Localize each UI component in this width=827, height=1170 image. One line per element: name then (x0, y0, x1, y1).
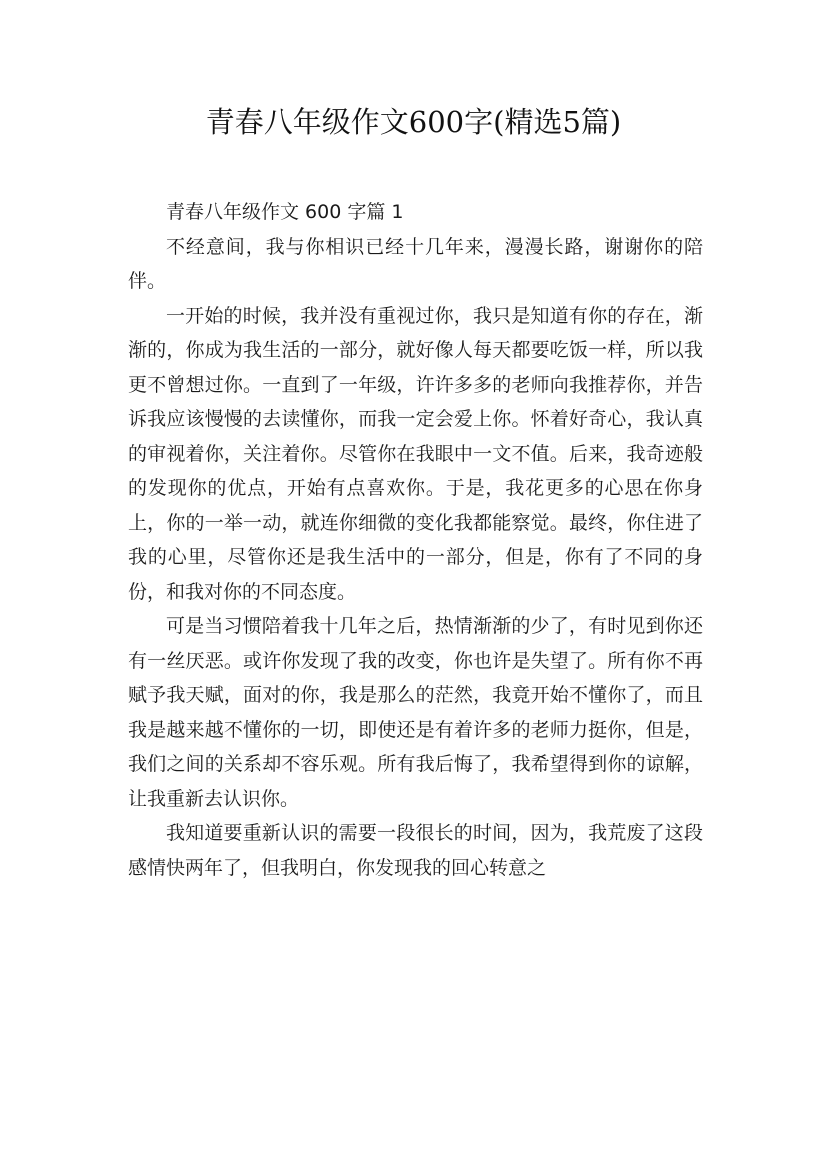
paragraph: 我知道要重新认识的需要一段很长的时间，因为，我荒废了这段感情快两年了，但我明白，你发现我的回心转意之 (128, 822, 703, 879)
document-body (128, 195, 703, 885)
paragraph: 可是当习惯陪着我十几年之后，热情渐渐的少了，有时见到你还有一丝厌恶。或许你发现了我的改变，你也许是失望了。所有你不再赋予我天赋，面对的你，我是那么的茫然，我竟开始不懂你了，而且我是越来越不懂你的一切，即使还是有着许多的老师力挺你，但是，我们之间的关系却不容乐观。所有我后悔了，我希望得到你的谅解，让我重新去认识你。 (128, 615, 703, 810)
section-heading: 青春八年级作文 600 字篇 1 (166, 201, 404, 223)
paragraph: 不经意间，我与你相识已经十几年来，漫漫长路，谢谢你的陪伴。 (128, 235, 703, 292)
paragraph: 一开始的时候，我并没有重视过你，我只是知道有你的存在，渐渐的，你成为我生活的一部分，就好像人每天都要吃饭一样，所以我更不曾想过你。一直到了一年级，许许多多的老师向我推荐你，并告诉我应该慢慢的去读懂你，而我一定会爱上你。怀着好奇心，我认真的审视着你，关注着你。尽管你在我眼中一文不值。后来，我奇迹般的发现你的优点，开始有点喜欢你。于是，我花更多的心思在你身上，你的一举一动，就连你细微的变化我都能察觉。最终，你住进了我的心里，尽管你还是我生活中的一部分，但是，你有了不同的身份，和我对你的不同态度。 (128, 304, 703, 603)
document-title: 青春八年级作文600字(精选5篇) (205, 105, 622, 139)
